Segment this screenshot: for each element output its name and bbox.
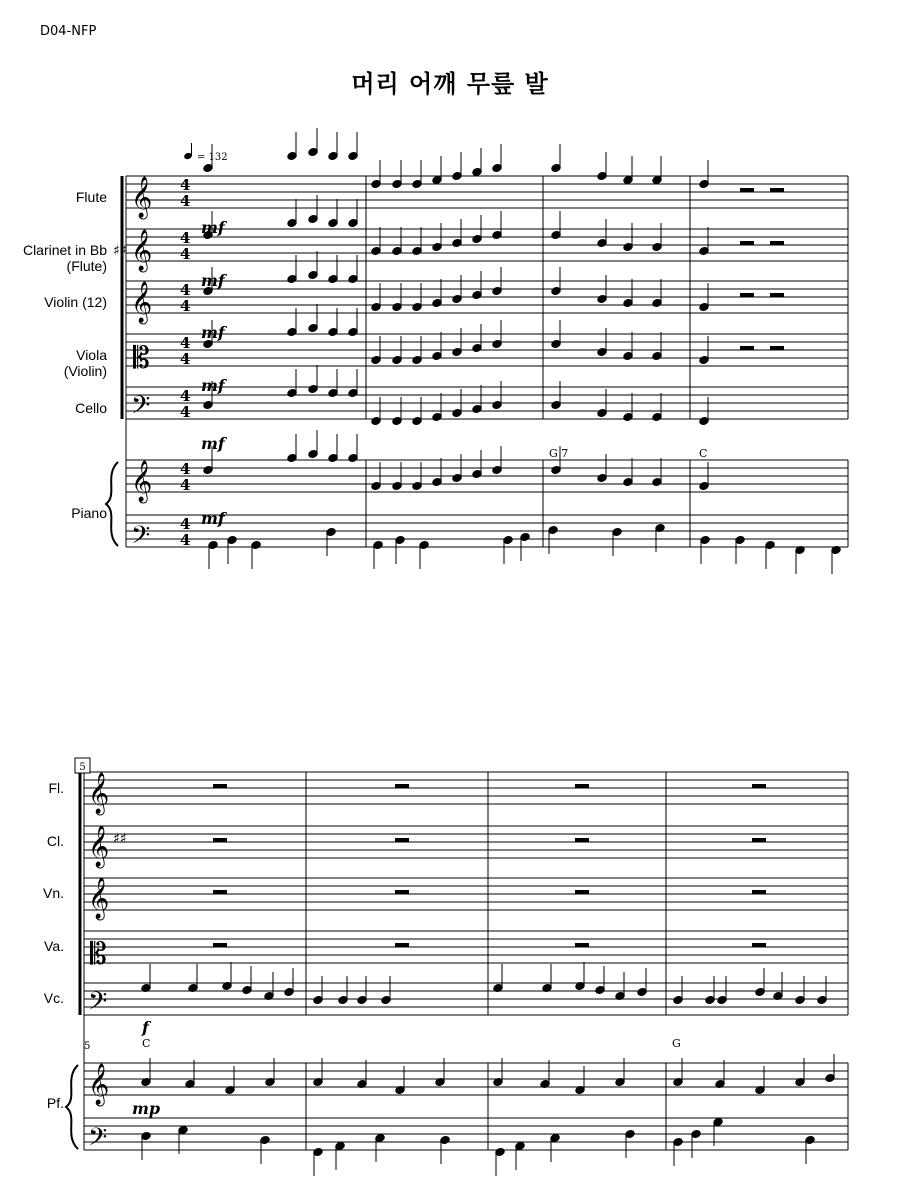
whole-rest [770,188,784,192]
time-signature: 4 [180,515,191,533]
chord-symbol: G 7 [549,447,569,460]
time-signature: 4 [180,476,191,494]
whole-rest [575,943,589,947]
whole-rest [740,346,754,350]
instrument-label-cello-abbr: Vc. [43,990,64,1006]
chord-symbol: C [699,447,708,460]
clef: 𝄞 [131,230,153,271]
tempo-text: = 132 [197,152,228,163]
clef: 𝄢 [88,987,108,1022]
whole-rest [213,838,227,842]
time-signature: 4 [180,297,191,315]
instrument-label-viola-sub: (Violin) [63,363,107,379]
chord-symbol: C [142,1037,151,1050]
tempo-mark [183,143,227,163]
whole-rest [213,943,227,947]
dynamic-mark: mf [201,376,225,395]
whole-rest [770,241,784,245]
clef: 𝄞 [131,177,153,218]
instrument-label-violin: Violin (12) [44,294,107,310]
whole-rest [770,293,784,297]
clef: 𝄞 [131,461,153,502]
time-signature: 4 [180,176,191,194]
whole-rest [395,943,409,947]
dynamic-mark: mp [132,1099,161,1118]
time-signature: 4 [180,192,191,210]
clef: 𝄢 [88,1123,108,1158]
whole-rest [575,890,589,894]
whole-rest [395,890,409,894]
sharp-sign: ♯♯ [113,831,127,847]
time-signature: 4 [180,334,191,352]
clef: 𝄞 [88,1064,110,1105]
clef: 𝄞 [88,826,110,867]
time-signature: 4 [180,403,191,421]
measure-number: 5 [79,762,86,773]
dynamic-mark: mf [201,509,225,528]
piano-measure-number: 5 [84,1041,91,1052]
dynamic-mark: f [142,1018,149,1037]
instrument-label-cello: Cello [75,400,107,416]
clef: 𝄡 [90,937,107,972]
whole-rest [752,838,766,842]
instrument-label-clarinet-abbr: Cl. [46,833,64,849]
whole-rest [575,784,589,788]
whole-rest [575,838,589,842]
instrument-label-clarinet-sub: (Flute) [66,258,107,274]
time-signature: 4 [180,281,191,299]
instrument-label-flute: Flute [75,189,107,205]
score-title: 머리 어깨 무릎 발 [351,70,549,98]
dynamic-mark: mf [201,323,225,342]
time-signature: 4 [180,245,191,263]
dynamic-mark: mf [201,434,225,453]
instrument-label-flute-abbr: Fl. [48,780,64,796]
document-code: D04-NFP [40,24,97,39]
clef: 𝄢 [131,521,151,556]
time-signature: 4 [180,350,191,368]
instrument-label-violin-abbr: Vn. [42,885,64,901]
time-signature: 4 [180,387,191,405]
clef: 𝄢 [131,391,151,426]
whole-rest [740,188,754,192]
instrument-label-viola: Viola [76,347,107,363]
sharp-sign: ♯♯ [113,243,127,259]
whole-rest [752,890,766,894]
piano-brace [106,462,118,546]
whole-rest [395,784,409,788]
clef: 𝄞 [131,282,153,323]
whole-rest [740,293,754,297]
clef: 𝄞 [88,773,110,814]
whole-rest [395,838,409,842]
time-signature: 4 [180,531,191,549]
instrument-label-piano-abbr: Pf. [46,1095,64,1111]
whole-rest [752,943,766,947]
time-signature: 4 [180,460,191,478]
whole-rest [213,784,227,788]
clef: 𝄡 [133,341,150,376]
instrument-label-viola-abbr: Va. [44,938,64,954]
instrument-label-clarinet: Clarinet in Bb [22,242,107,258]
whole-rest [213,890,227,894]
whole-rest [740,241,754,245]
clef: 𝄞 [88,878,110,919]
instrument-label-piano: Piano [71,505,107,521]
whole-rest [752,784,766,788]
whole-rest [770,346,784,350]
chord-symbol: G [672,1037,681,1050]
dynamic-mark: mf [201,218,225,237]
time-signature: 4 [180,229,191,247]
piano-brace [66,1065,78,1149]
dynamic-mark: mf [201,271,225,290]
